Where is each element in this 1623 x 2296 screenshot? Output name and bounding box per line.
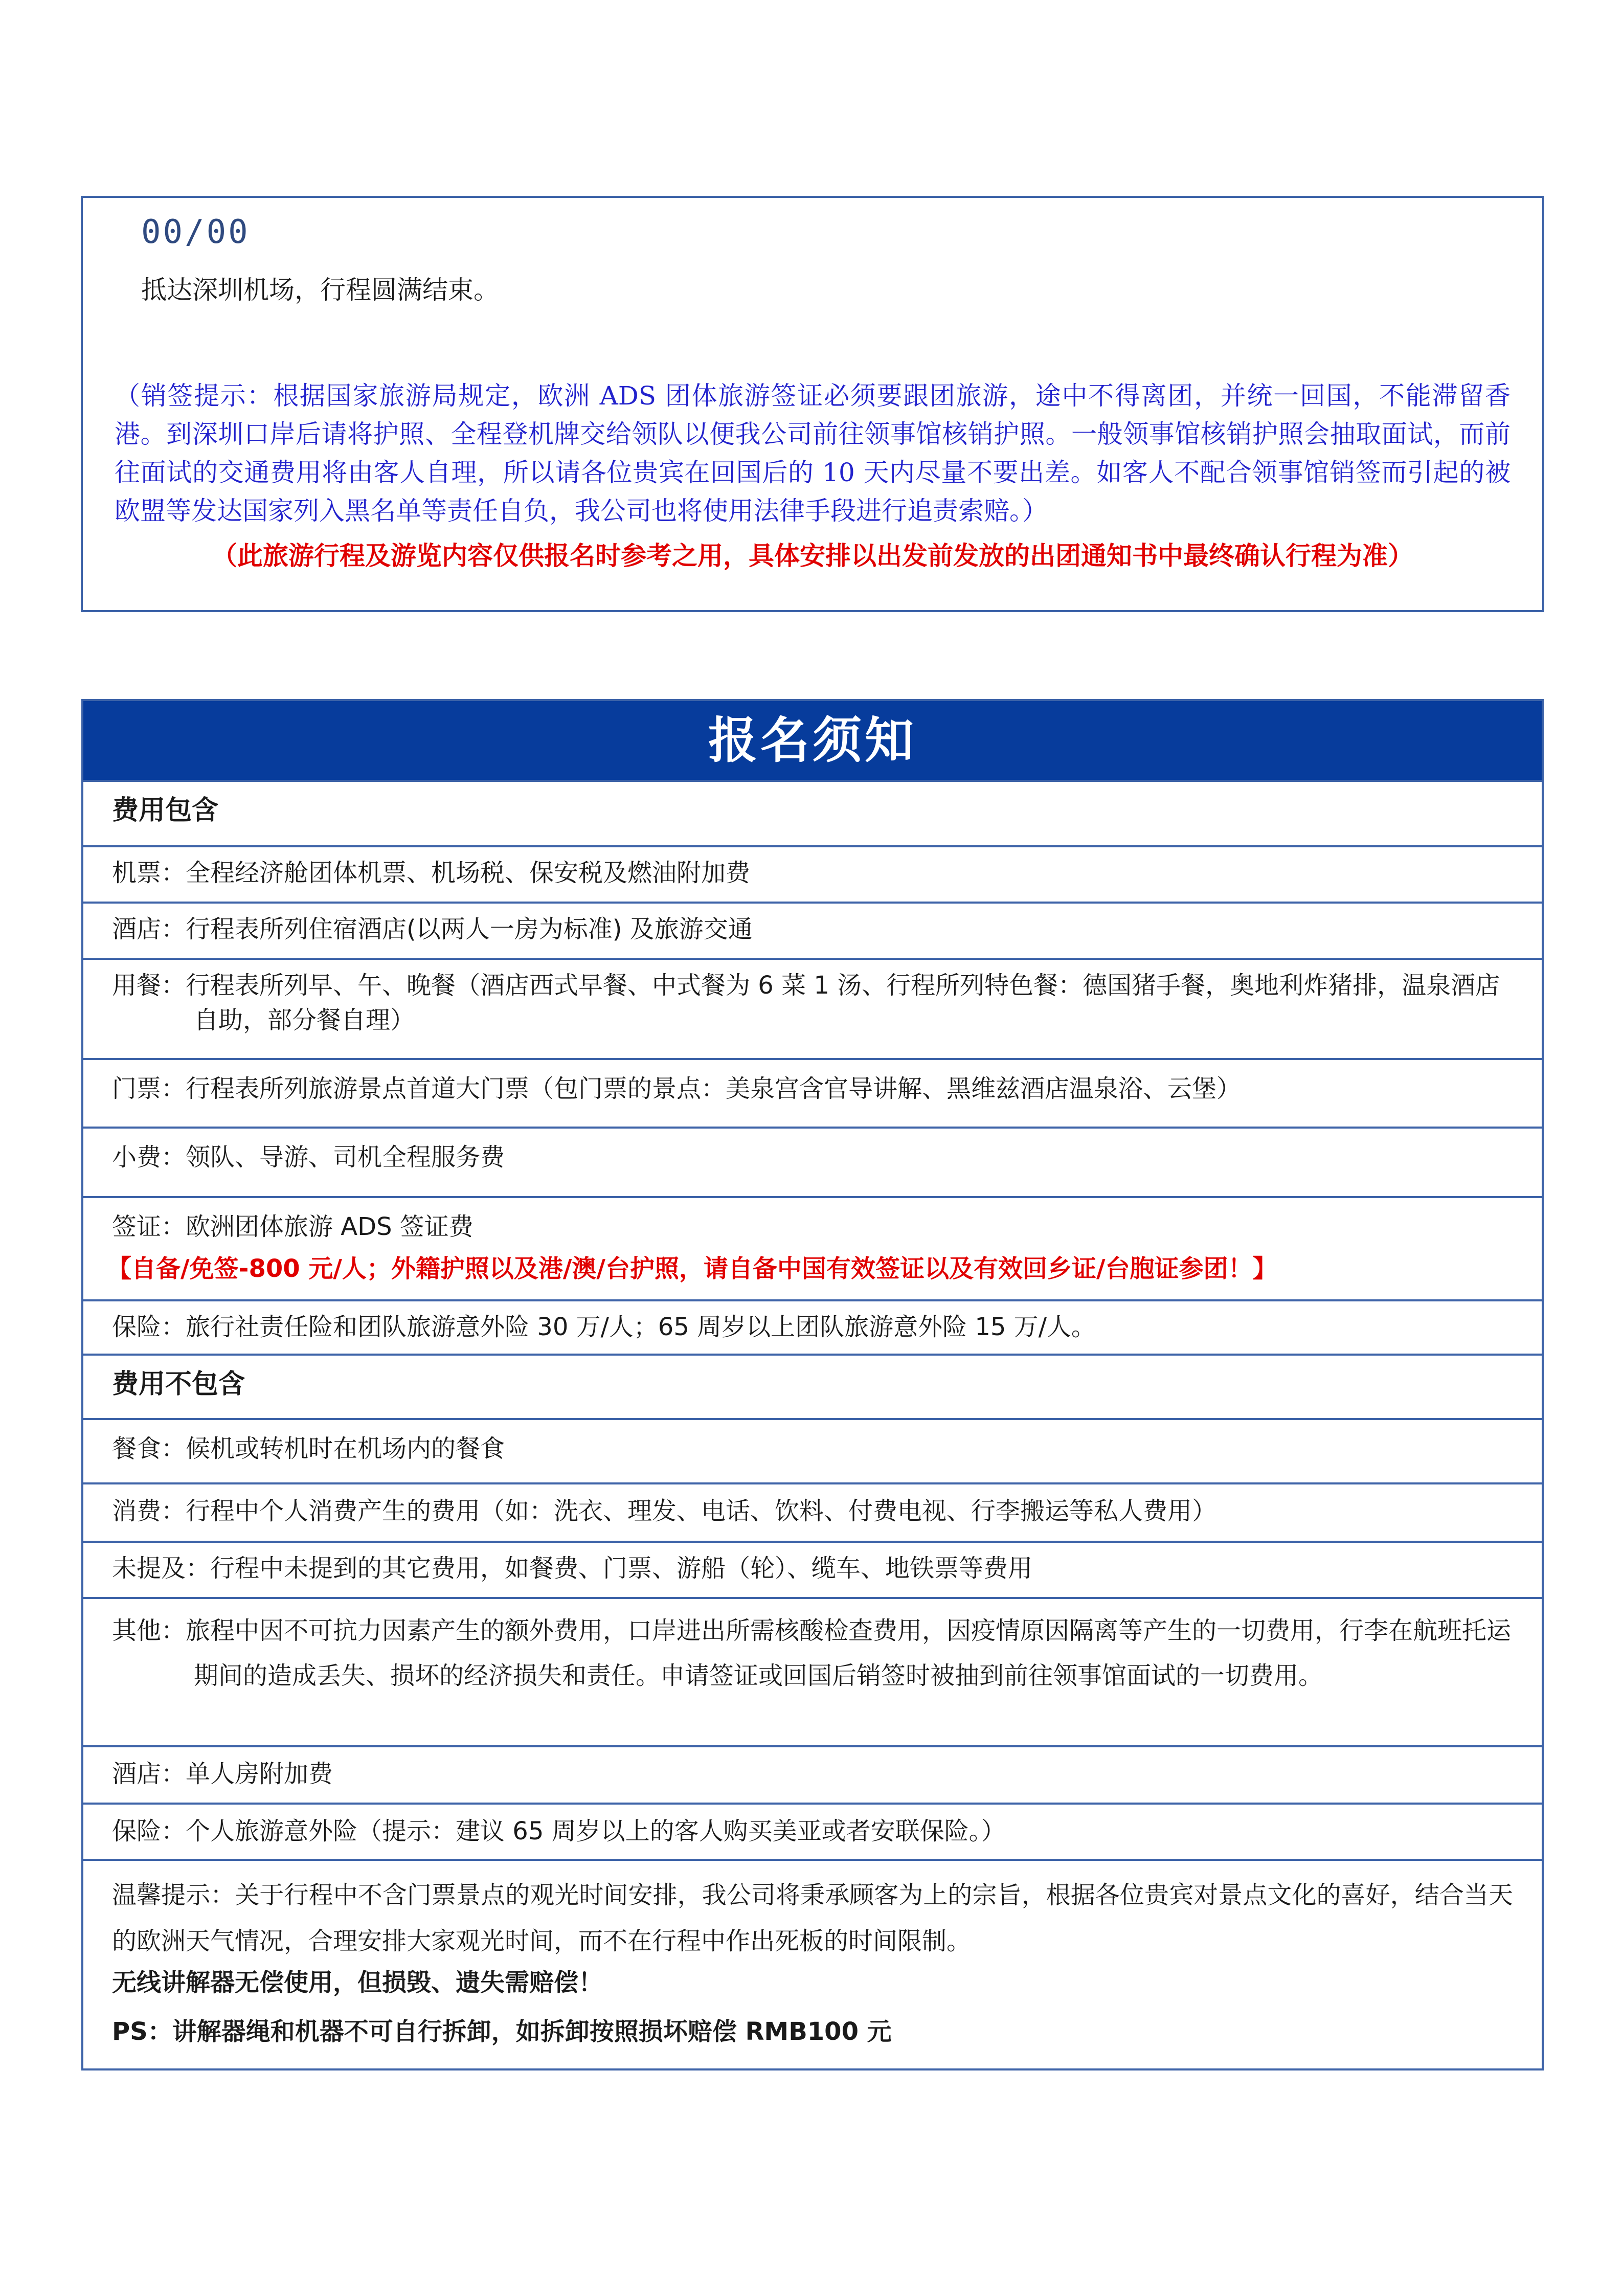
row-value: 旅程中因不可抗力因素产生的额外费用，口岸进出所需核酸检查费用，因疫情原因隔离等产生的一切费用，行李在航班托运期间的造成丢失、损坏的经济损失和责任。申请签证或回国后销签时被抽到前往领事馆面试的一切费用。	[186, 1616, 1512, 1690]
table-row	[83, 1803, 1542, 1859]
day-time: 00/00	[141, 213, 250, 251]
row-value: 行程中个人消费产生的费用（如：洗衣、理发、电话、饮料、付费电视、行李搬运等私人费用）	[186, 1497, 1217, 1525]
row-label: 签证：	[112, 1212, 186, 1241]
row-label: 消费：	[112, 1497, 186, 1525]
row-label: 酒店：	[112, 1760, 186, 1788]
warm-tips: 温馨提示：关于行程中不含门票景点的观光时间安排，我公司将秉承顾客为上的宗旨，根据各位贵宾对景点文化的喜好，结合当天的欧洲天气情况，合理安排大家观光时间，而不在行程中作出死板的时间限制。	[112, 1881, 1513, 1955]
itinerary-disclaimer: （此旅游行程及游览内容仅供报名时参考之用，具体安排以出发前发放的出团通知书中最终确认行程为准）	[212, 541, 1413, 571]
section-included	[83, 780, 1542, 845]
visa-self-supply-note: 【自备/免签-800 元/人；外籍护照以及港/澳/台护照，请自备中国有效签证以及有效回乡证/台胞证参团！】	[107, 1254, 1277, 1283]
row-label: 保险：	[112, 1313, 186, 1341]
row-value: 行程表所列早、午、晚餐（酒店西式早餐、中式餐为 6 菜 1 汤、行程所列特色餐：德国猪手餐，奥地利炸猪排，温泉酒店自助，部分餐自理）	[186, 971, 1500, 1034]
row-label: 餐食：	[112, 1434, 186, 1463]
table-row	[83, 1058, 1542, 1127]
table-row	[83, 1541, 1542, 1597]
itinerary-end-box	[81, 196, 1544, 612]
visa-cancellation-notice: （销签提示：根据国家旅游局规定，欧洲 ADS 团体旅游签证必须要跟团旅游，途中不得离团，并统一回国，不能滞留香港。到深圳口岸后请将护照、全程登机牌交给领队以便我公司前往领事馆核销护照。一般领事馆核销护照会抽取面试，而前往面试的交通费用将由客人自理，所以请各位贵宾在回国后的 10 天内尽量不要出差。如客人不配合领事馆销签而引起的被欧盟等发达国家列入黑名单等责任自负，我公司也将使用法律手段进行追责索赔。）	[115, 381, 1511, 526]
device-compensation-note: 无线讲解器无偿使用，但损毁、遗失需赔偿！	[112, 1968, 603, 1997]
section-excluded	[83, 1354, 1542, 1418]
signup-notice-table	[81, 699, 1544, 2070]
row-label: 用餐：	[112, 971, 186, 1000]
row-value: 行程表所列旅游景点首道大门票（包门票的景点：美泉宫含官导讲解、黑维兹酒店温泉浴、云堡）	[186, 1074, 1242, 1103]
row-label: 机票：	[112, 859, 186, 887]
row-value: 个人旅游意外险（提示：建议 65 周岁以上的客人购买美亚或者安联保险。）	[186, 1817, 1006, 1845]
row-value: 旅行社责任险和团队旅游意外险 30 万/人；65 周岁以上团队旅游意外险 15 万/人。	[186, 1313, 1096, 1341]
row-value: 行程中未提到的其它费用，如餐费、门票、游船（轮）、缆车、地铁票等费用	[210, 1554, 1033, 1583]
row-value: 候机或转机时在机场内的餐食	[186, 1434, 505, 1463]
table-row	[83, 845, 1542, 902]
row-label: 其他：	[112, 1616, 186, 1645]
table-row	[83, 1745, 1542, 1803]
table-row	[83, 1127, 1542, 1196]
table-row	[83, 958, 1542, 1058]
table-row	[83, 1482, 1542, 1541]
table-row	[83, 1196, 1542, 1299]
row-label: 小费：	[112, 1143, 186, 1172]
tips-row	[83, 1859, 1542, 2070]
device-disassembly-note: PS：讲解器绳和机器不可自行拆卸，如拆卸按照损坏赔偿 RMB100 元	[112, 2017, 892, 2046]
row-value: 全程经济舱团体机票、机场税、保安税及燃油附加费	[186, 859, 751, 887]
row-label: 酒店：	[112, 915, 186, 943]
table-row	[83, 1418, 1542, 1482]
table-row	[83, 902, 1542, 958]
table-row	[83, 1597, 1542, 1745]
table-row	[83, 1299, 1542, 1354]
row-value: 行程表所列住宿酒店(以两人一房为标准) 及旅游交通	[186, 915, 753, 943]
row-value: 领队、导游、司机全程服务费	[186, 1143, 505, 1172]
table-title: 报名须知	[83, 701, 1542, 780]
day-description: 抵达深圳机场，行程圆满结束。	[141, 275, 499, 305]
row-label: 门票：	[112, 1074, 186, 1103]
row-label: 保险：	[112, 1817, 186, 1845]
row-label: 未提及：	[112, 1554, 211, 1583]
section-heading: 费用包含	[112, 795, 219, 826]
row-value: 单人房附加费	[186, 1760, 333, 1788]
section-heading: 费用不包含	[112, 1369, 245, 1400]
row-value: 欧洲团体旅游 ADS 签证费	[186, 1212, 474, 1241]
